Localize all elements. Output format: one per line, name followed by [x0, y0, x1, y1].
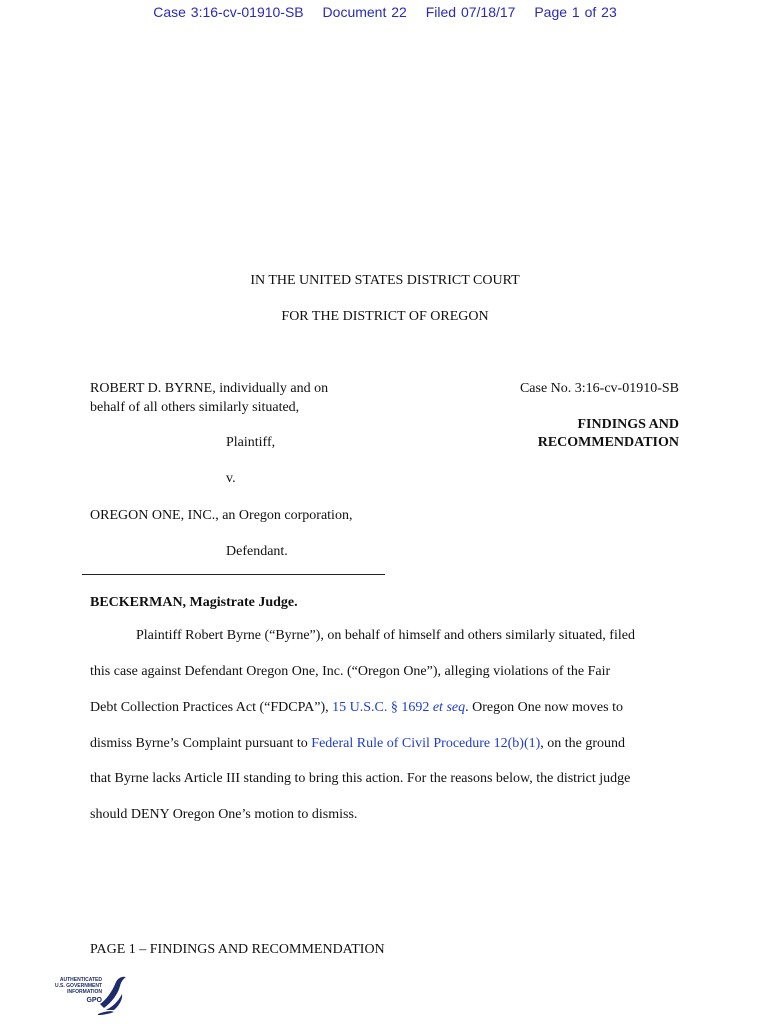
filed-date-stamp: Filed 07/18/17	[425, 4, 516, 20]
ecf-header-stamp	[0, 4, 770, 20]
caption-divider	[82, 574, 385, 575]
body-line-4-text: dismiss Byrne’s Complaint pursuant to	[90, 736, 312, 751]
defendant-name: OREGON ONE, INC., an Oregon corporation,	[90, 508, 353, 523]
court-name: IN THE UNITED STATES DISTRICT COURT	[250, 273, 520, 288]
body-line-6: should DENY Oregon One’s motion to dismiss.	[90, 807, 358, 822]
case-number-stamp: Case 3:16-cv-01910-SB	[153, 4, 304, 20]
case-number: Case No. 3:16-cv-01910-SB	[519, 381, 679, 396]
page-footer: PAGE 1 – FINDINGS AND RECOMMENDATION	[90, 942, 385, 957]
versus-label: v.	[226, 471, 236, 486]
gpo-authentication-seal	[42, 974, 134, 1018]
judge-heading: BECKERMAN, Magistrate Judge.	[90, 595, 298, 610]
document-title-line2: RECOMMENDATION	[537, 435, 679, 450]
body-line-3	[90, 700, 623, 716]
defendant-role: Defendant.	[226, 544, 288, 559]
gpo-seal-line1: AUTHENTICATED	[59, 977, 102, 983]
court-district: FOR THE DISTRICT OF OREGON	[281, 309, 489, 324]
body-line-3-text: Debt Collection Practices Act (“FDCPA”),	[90, 700, 333, 715]
gpo-seal-line3: INFORMATION	[67, 989, 102, 995]
body-line-4-tail: , on the ground	[540, 736, 626, 751]
fdcpa-statute-link[interactable]	[332, 700, 465, 715]
fdcpa-statute-link-text: 15 U.S.C. § 1692	[332, 700, 433, 715]
body-line-2: this case against Defendant Oregon One, Inc. (“Oregon One”), alleging violations of the Fair	[90, 664, 611, 679]
plaintiff-role: Plaintiff,	[226, 435, 276, 450]
et-seq-text: et seq	[432, 700, 466, 715]
document-title-line1: FINDINGS AND	[577, 417, 679, 432]
body-line-4	[90, 736, 625, 752]
gpo-seal-line4: GPO	[86, 997, 102, 1004]
body-line-1: Plaintiff Robert Byrne (“Byrne”), on behalf of himself and others similarly situated, filed	[136, 628, 635, 643]
plaintiff-name: ROBERT D. BYRNE, individually and on	[90, 381, 329, 396]
body-line-3-tail: . Oregon One now moves to	[465, 700, 623, 715]
document-number-stamp: Document 22	[322, 4, 407, 20]
plaintiff-description: behalf of all others similarly situated,	[90, 400, 300, 415]
frcp-12b1-link[interactable]: Federal Rule of Civil Procedure 12(b)(1)	[311, 736, 541, 751]
eagle-icon	[96, 974, 130, 1016]
gpo-seal-line2: U.S. GOVERNMENT	[55, 983, 102, 989]
page-count-stamp: Page 1 of 23	[534, 4, 617, 20]
body-line-5: that Byrne lacks Article III standing to bring this action. For the reasons below, the district judge	[90, 771, 631, 786]
